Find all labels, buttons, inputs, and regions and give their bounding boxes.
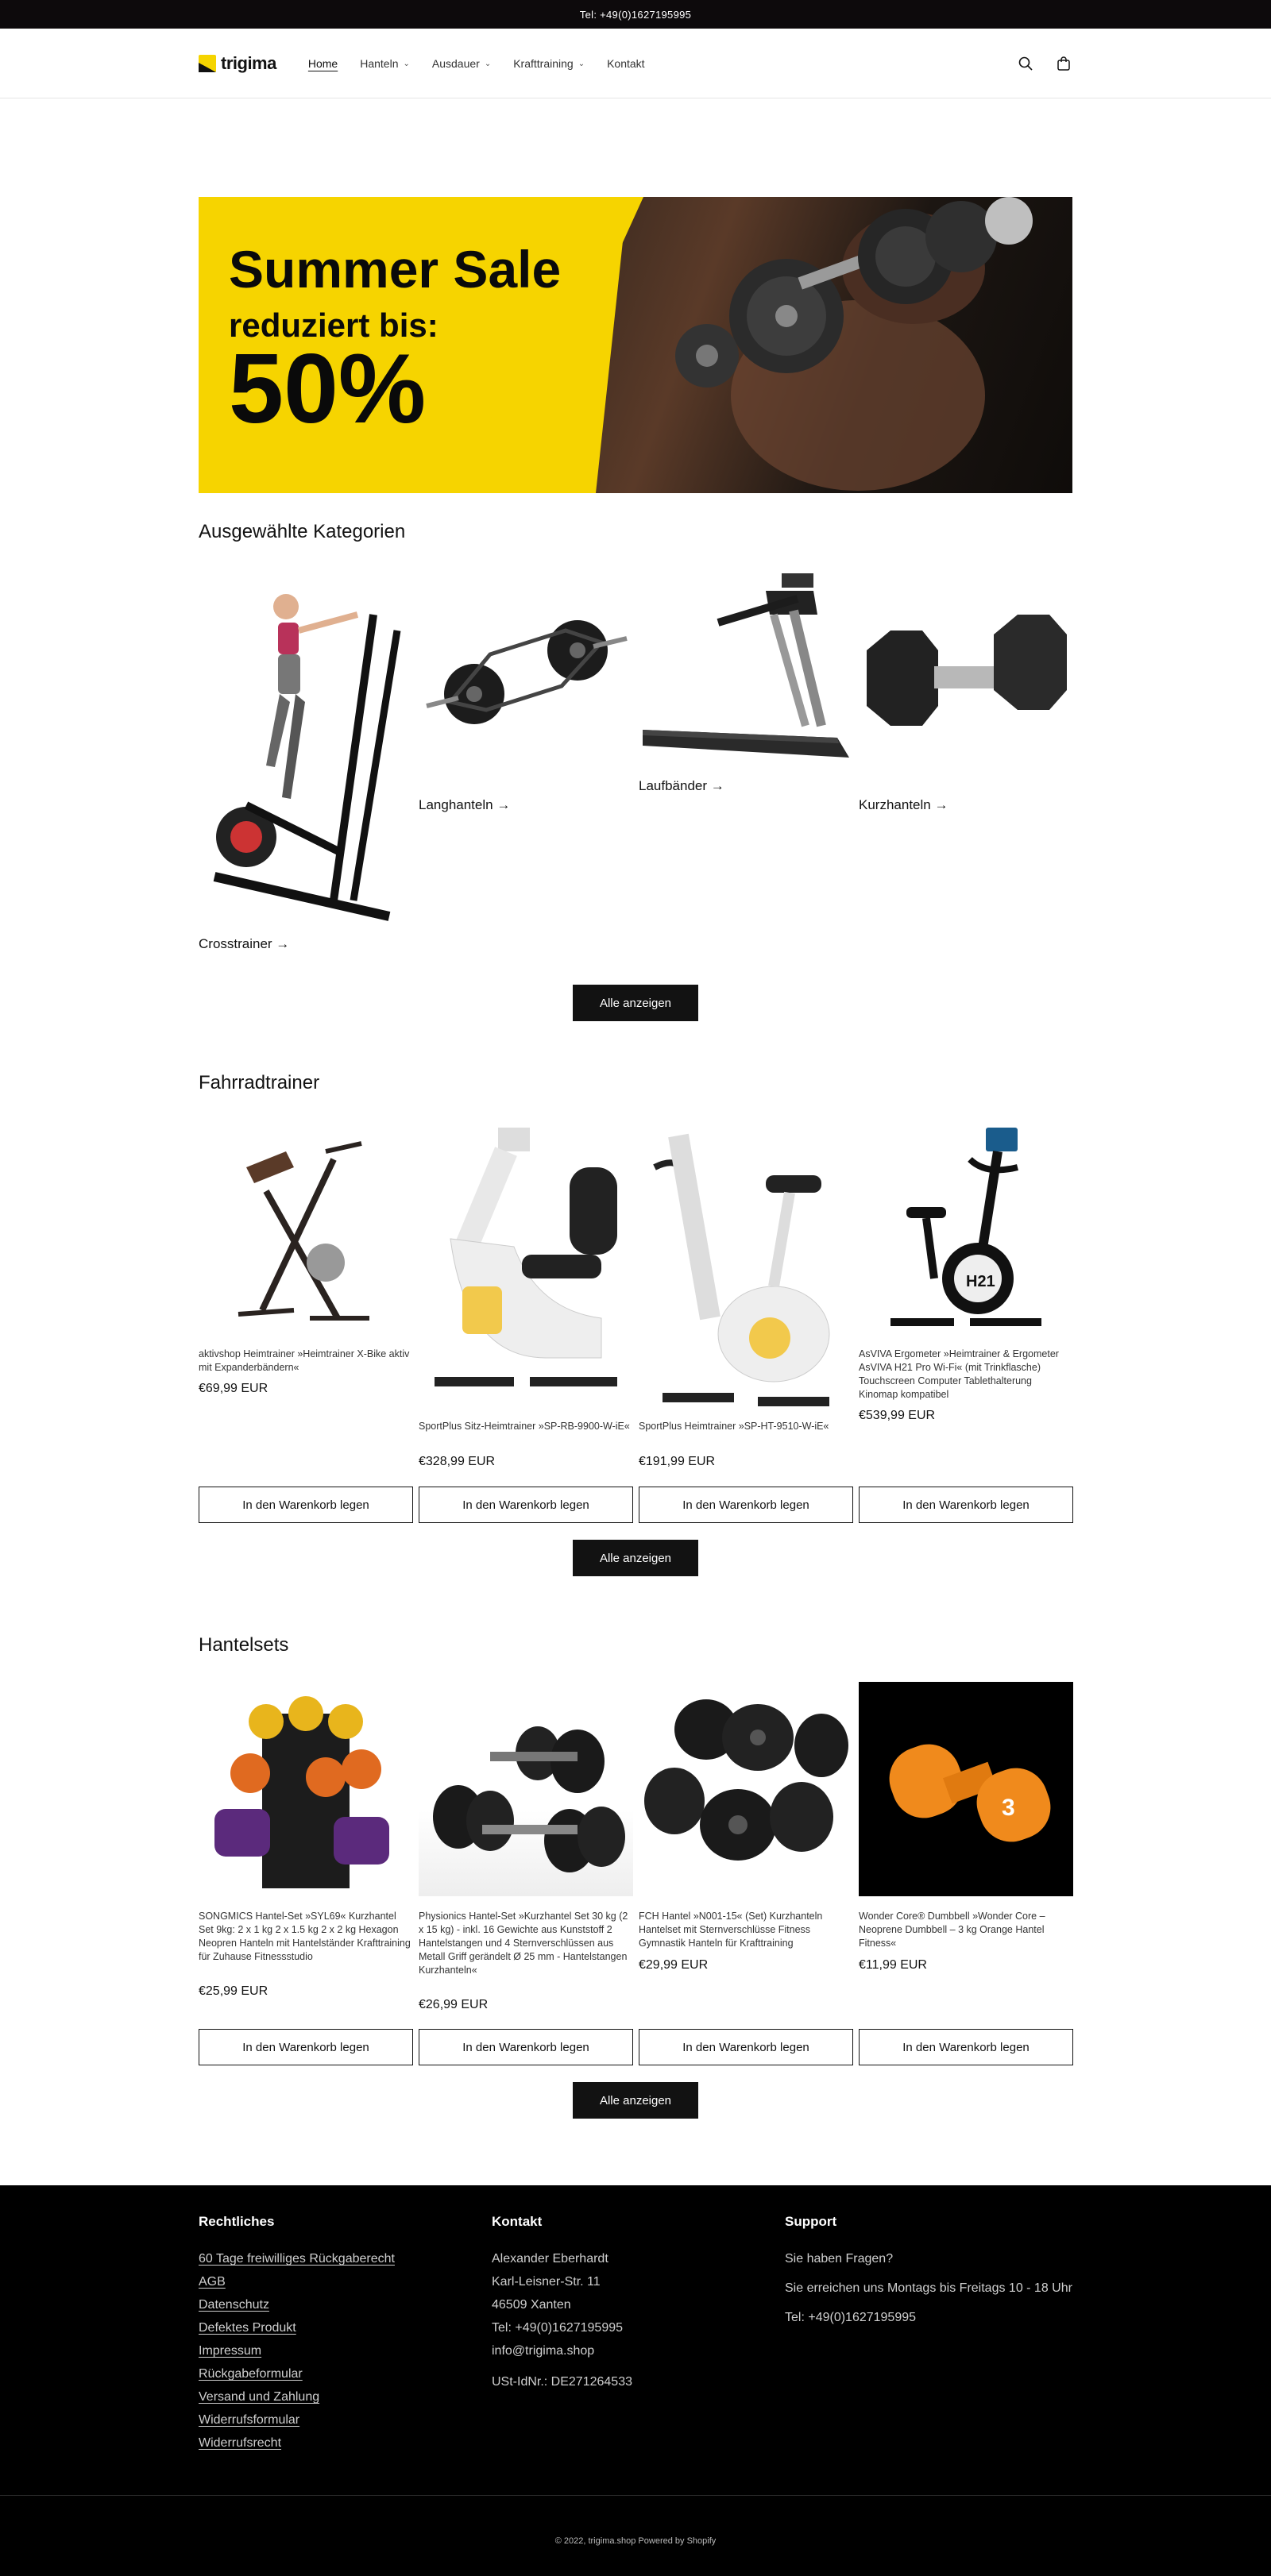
footer-link[interactable]: Widerrufsformular: [199, 2413, 300, 2427]
product-price: €25,99 EUR: [199, 1984, 268, 1998]
nav-home[interactable]: [308, 57, 338, 70]
categories-view-all-button[interactable]: Alle anzeigen: [573, 985, 698, 1021]
footer-text: Sie erreichen uns Montags bis Freitags 10 - 18 Uhr: [785, 2281, 1072, 2295]
product-price: €29,99 EUR: [639, 1958, 709, 1972]
main-nav: [308, 57, 645, 70]
product-image-recumbent[interactable]: [419, 1120, 633, 1406]
category-label[interactable]: Kurzhanteln →: [859, 797, 948, 812]
product-title[interactable]: SportPlus Sitz-Heimtrainer »SP-RB-9900-W-iE«: [419, 1421, 630, 1432]
hero-line1: Summer Sale: [229, 240, 562, 299]
footer-copyright: © 2022, trigima.shop Powered by Shopify: [554, 2536, 717, 2546]
hero-text: [229, 240, 562, 444]
nav-hanteln[interactable]: [360, 57, 410, 70]
nav-label: Hanteln: [360, 57, 399, 70]
add-to-cart-button[interactable]: In den Warenkorb legen: [419, 1487, 633, 1523]
footer-heading: Kontakt: [492, 2214, 543, 2229]
footer-link[interactable]: Datenschutz: [199, 2298, 269, 2312]
hantel-view-all-button[interactable]: Alle anzeigen: [573, 2082, 698, 2119]
crosstrainer-image: [199, 567, 413, 924]
product-price: €69,99 EUR: [199, 1382, 268, 1395]
nav-ausdauer[interactable]: [432, 57, 491, 70]
treadmill-image: [639, 567, 853, 765]
footer-heading: Rechtliches: [199, 2214, 275, 2229]
add-to-cart-button[interactable]: In den Warenkorb legen: [859, 1487, 1073, 1523]
categories-title: Ausgewählte Kategorien: [199, 521, 406, 542]
nav-label: Ausdauer: [431, 57, 480, 70]
nav-label: Kontakt: [607, 57, 645, 70]
add-to-cart-button[interactable]: In den Warenkorb legen: [199, 1487, 413, 1523]
footer-link[interactable]: Defektes Produkt: [199, 2321, 296, 2335]
fahrrad-view-all-button[interactable]: Alle anzeigen: [573, 1540, 698, 1576]
footer-text: Alexander Eberhardt: [492, 2252, 608, 2266]
chevron-down-icon: ⌄: [484, 59, 492, 68]
add-to-cart-button[interactable]: In den Warenkorb legen: [639, 2029, 853, 2065]
logo[interactable]: [199, 53, 276, 74]
add-to-cart-button[interactable]: In den Warenkorb legen: [639, 1487, 853, 1523]
hero-discount: 50%: [229, 334, 427, 444]
footer-heading: Support: [785, 2214, 837, 2229]
footer-legal: [199, 2214, 395, 2455]
footer-link[interactable]: Impressum: [199, 2344, 262, 2358]
brand-name: trigima: [221, 53, 276, 73]
announcement-text: Tel: +49(0)1627195995: [579, 8, 692, 21]
product-price: €11,99 EUR: [859, 1958, 927, 1972]
fahrrad-title: Fahrradtrainer: [199, 1072, 320, 1093]
product-image-upright-bike[interactable]: [639, 1120, 853, 1406]
category-label[interactable]: Langhanteln →: [419, 797, 511, 812]
product-image-songmics[interactable]: [199, 1682, 413, 1896]
cart-icon[interactable]: [1055, 55, 1072, 72]
footer-link[interactable]: Rückgabeformular: [199, 2367, 303, 2381]
nav-label: Krafttraining: [513, 57, 574, 70]
hero-banner[interactable]: [199, 197, 1072, 493]
footer-text: Karl-Leisner-Str. 11: [492, 2275, 601, 2289]
category-label[interactable]: Laufbänder →: [639, 778, 724, 793]
product-title[interactable]: aktivshop Heimtrainer »Heimtrainer X-Bike aktiv mit Expanderbändern«: [199, 1348, 410, 1373]
product-price: €539,99 EUR: [859, 1409, 936, 1422]
add-to-cart-button[interactable]: In den Warenkorb legen: [419, 2029, 633, 2065]
nav-krafttraining[interactable]: [513, 57, 585, 70]
footer-text: Sie haben Fragen?: [785, 2252, 894, 2266]
footer-email[interactable]: info@trigima.shop: [492, 2344, 595, 2358]
product-title[interactable]: Wonder Core® Dumbbell »Wonder Core – Neoprene Dumbbell – 3 kg Orange Hantel Fitness«: [859, 1911, 1045, 1949]
footer-link[interactable]: Versand und Zahlung: [199, 2390, 320, 2404]
search-icon[interactable]: [1017, 55, 1034, 72]
logo-mark-icon: [199, 55, 216, 72]
footer-vat: USt-IdNr.: DE271264533: [492, 2375, 632, 2389]
product-price: €191,99 EUR: [639, 1455, 716, 1468]
footer-contact: [492, 2214, 632, 2393]
footer-text: Tel: +49(0)1627195995: [785, 2311, 917, 2324]
dumbbell-image: [859, 567, 1073, 781]
announcement-bar: [0, 0, 1271, 29]
hantel-title: Hantelsets: [199, 1634, 289, 1656]
barbell-image: [419, 567, 633, 781]
chevron-down-icon: ⌄: [403, 59, 410, 68]
product-title[interactable]: FCH Hantel »N001-15« (Set) Kurzhanteln Hantelset mit Sternverschlüsse Fitness Gymnastik Hanteln für Krafttraining: [639, 1911, 823, 1949]
add-to-cart-button[interactable]: In den Warenkorb legen: [199, 2029, 413, 2065]
product-title[interactable]: SportPlus Heimtrainer »SP-HT-9510-W-iE«: [639, 1421, 829, 1432]
svg-text:3: 3: [1002, 1795, 1015, 1821]
site-header: [0, 29, 1271, 98]
product-image-wondercore[interactable]: [859, 1682, 1073, 1896]
add-to-cart-button[interactable]: In den Warenkorb legen: [859, 2029, 1073, 2065]
nav-kontakt[interactable]: [607, 57, 644, 70]
product-price: €328,99 EUR: [419, 1455, 496, 1468]
product-image-asviva[interactable]: [859, 1120, 1073, 1334]
product-image-physionics[interactable]: [419, 1682, 633, 1896]
category-label[interactable]: Crosstrainer →: [199, 936, 290, 951]
product-title[interactable]: AsVIVA Ergometer »Heimtrainer & Ergometer AsVIVA H21 Pro Wi-Fi« (mit Trinkflasche) Touchscreen Computer Tablethalterung Kinomap kompatibel: [859, 1348, 1059, 1400]
nav-label: Home: [307, 57, 338, 70]
footer-divider: [0, 2495, 1271, 2496]
footer-support: [785, 2214, 1079, 2329]
svg-text:H21: H21: [966, 1273, 995, 1290]
product-image-fch[interactable]: [639, 1682, 853, 1896]
product-image-xbike[interactable]: [199, 1120, 413, 1334]
footer-link[interactable]: Widerrufsrecht: [199, 2436, 282, 2450]
site-footer: [0, 2185, 1271, 2576]
product-title[interactable]: Physionics Hantel-Set »Kurzhantel Set 30 kg (2 x 15 kg) - inkl. 16 Gewichte aus Kunststoff 2 Hantelstangen und 4 Sternverschlüssen aus Metall Griff gerändelt Ø 25 mm - Hantelstangen Kurzhanteln«: [419, 1911, 628, 1976]
chevron-down-icon: ⌄: [578, 59, 585, 68]
hero-line2: reduziert bis:: [229, 307, 438, 344]
dumbbell-photo-icon: [643, 197, 1072, 493]
footer-text: Tel: +49(0)1627195995: [492, 2321, 624, 2335]
footer-link[interactable]: AGB: [199, 2275, 226, 2289]
footer-text: 46509 Xanten: [492, 2298, 571, 2312]
footer-link[interactable]: 60 Tage freiwilliges Rückgaberecht: [199, 2252, 395, 2266]
product-title[interactable]: SONGMICS Hantel-Set »SYL69« Kurzhantel Set 9kg: 2 x 1 kg 2 x 1.5 kg 2 x 2 kg Hexagon Neopren Hanteln mit Hantelständer Krafttraining für Zuhause Fitnessstudio: [199, 1911, 411, 1962]
product-price: €26,99 EUR: [419, 1998, 489, 2011]
